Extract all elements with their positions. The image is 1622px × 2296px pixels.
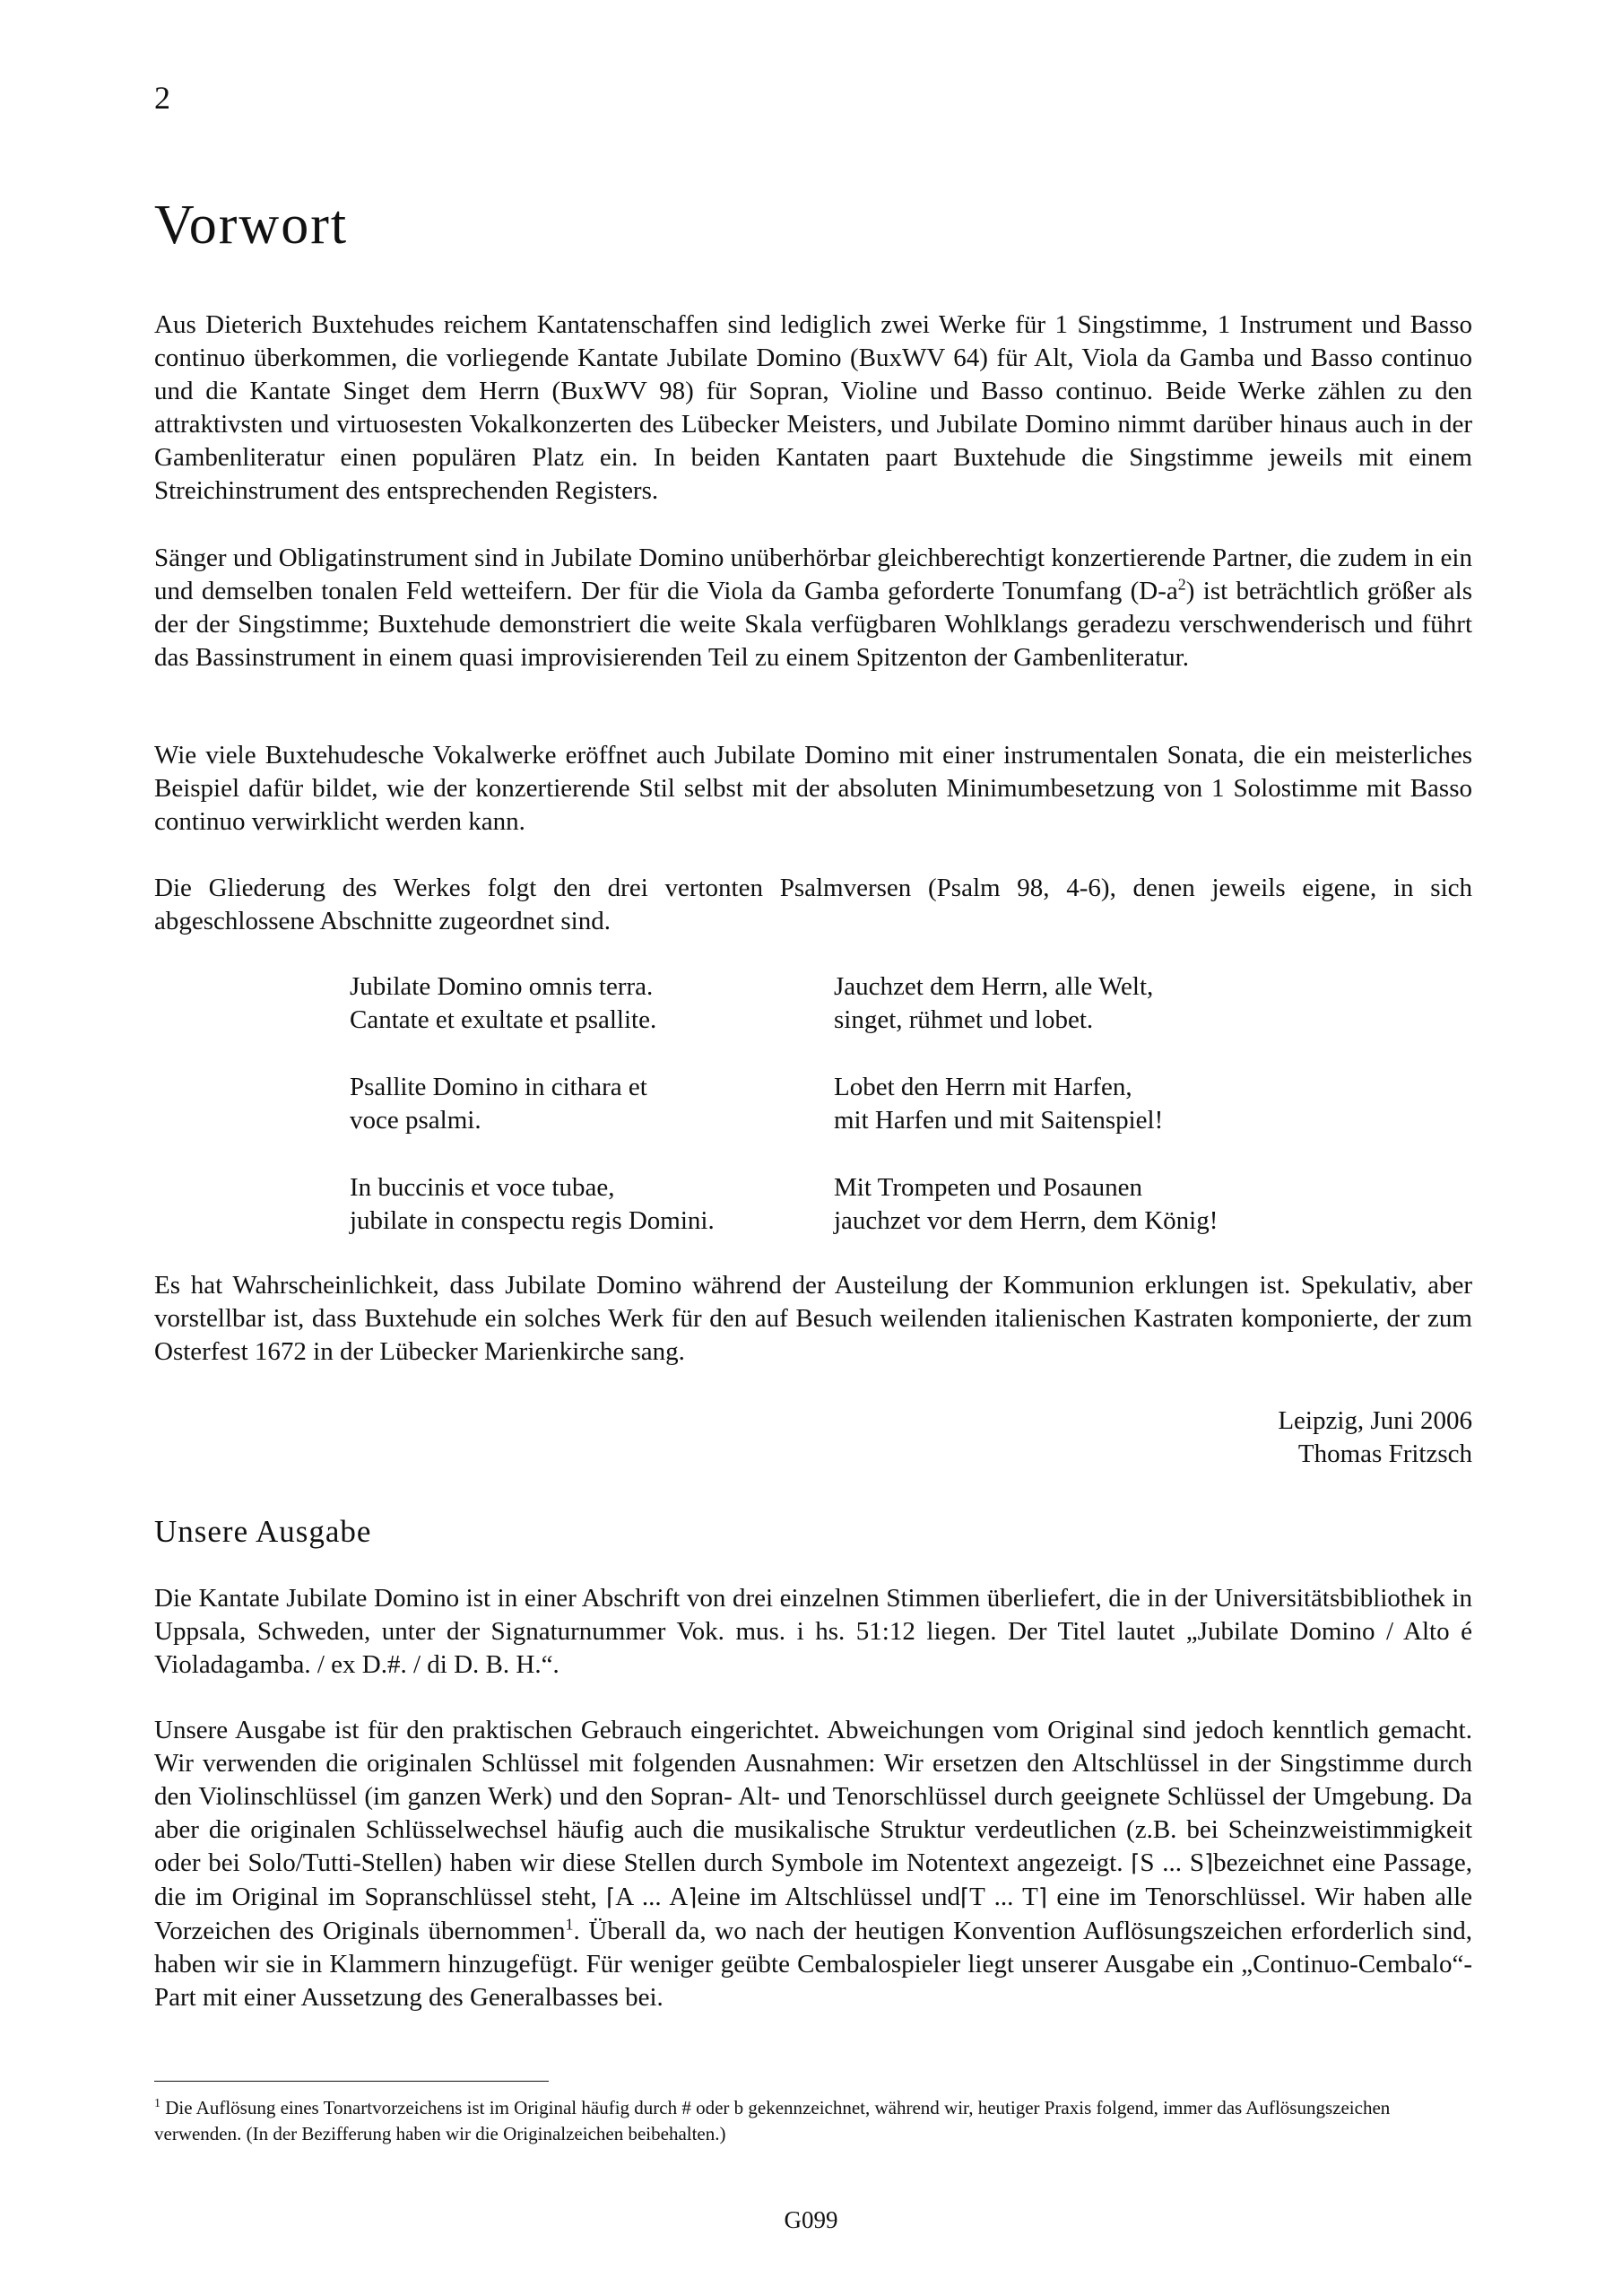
psalm-line: jubilate in conspectu regis Domini.	[350, 1206, 715, 1235]
psalm-line: Cantate et exultate et psallite.	[350, 1005, 657, 1034]
psalm-line: Mit Trompeten und Posaunen	[834, 1173, 1142, 1202]
psalm-german	[834, 1171, 1336, 1238]
paragraph-sonata: Wie viele Buxtehudesche Vokalwerke eröffnet auch Jubilate Domino mit einer instrumentalen Sonata, die ein meisterliches Beispiel dafür bildet, wie der konzertierende Stil selbst mit der absoluten Minimumbesetzung von 1 Solostimme mit Basso continuo verwirklicht werden kann.	[154, 741, 1472, 836]
signature-date: Leipzig, Juni 2006	[1278, 1406, 1472, 1435]
paragraph-edition-text-b: bezeichnet eine Passage, die im Original im Sopranschlüssel steht,	[154, 1848, 1472, 1911]
clef-bracket-close: ⌉	[1037, 1884, 1048, 1911]
paragraph-partners-text-a: Sänger und Obligatinstrument sind in Jubilate Domino unüberhörbar gleichberechtigt konzertierende Partner, die zudem in ein und demselben tonalen Feld wetteifern. Der für die Viola da Gamba geforderte Tonumfang (D-a	[154, 544, 1472, 605]
clef-bracket-open: ⌈	[606, 1884, 616, 1911]
footnote-marker: 1	[154, 2097, 160, 2110]
footnote-reference: 1	[565, 1915, 574, 1934]
psalm-german	[834, 970, 1336, 1037]
psalm-line: In buccinis et voce tubae,	[350, 1173, 615, 1202]
catalog-code: G099	[784, 2206, 838, 2233]
psalm-latin	[350, 1071, 834, 1137]
signature-author: Thomas Fritzsch	[1297, 1439, 1472, 1468]
psalm-line: mit Harfen und mit Saitenspiel!	[834, 1106, 1164, 1135]
clef-bracket-close: ⌉	[688, 1884, 698, 1911]
paragraph-partners-text-b: ) ist beträchtlich größer als der der Singstimme; Buxtehude demonstriert die weite Skala verfügbaren Wohlklangs geradezu verschwenderisch und führt das Bassinstrument in einem quasi improvisierenden Teil zu einem Spitzenton der Gambenliteratur.	[154, 577, 1472, 672]
footnote-divider	[154, 2081, 549, 2082]
psalm-line: Lobet den Herrn mit Harfen,	[834, 1073, 1132, 1101]
psalm-verses	[350, 970, 1336, 1272]
paragraph-intro: Aus Dieterich Buxtehudes reichem Kantatenschaffen sind lediglich zwei Werke für 1 Singstimme, 1 Instrument und Basso continuo überkommen, die vorliegende Kantate Jubilate Domino (BuxWV 64) für Alt, Viola da Gamba und Basso continuo und die Kantate Singet dem Herrn (BuxWV 98) für Sopran, Violine und Basso continuo. Beide Werke zählen zu den attraktivsten und virtuosesten Vokalkonzerten des Lübecker Meisters, und Jubilate Domino nimmt darüber hinaus auch in der Gambenliteratur einen populären Platz ein. In beiden Kantaten paart Buxtehude die Singstimme jeweils mit einem Streichinstrument des entsprechenden Registers.	[154, 310, 1472, 505]
paragraph-edition-text-c: eine im Altschlüssel und	[697, 1883, 960, 1911]
psalm-line: Psallite Domino in cithara et	[350, 1073, 647, 1101]
paragraph-source: Die Kantate Jubilate Domino ist in einer Abschrift von drei einzelnen Stimmen überliefert, die in der Universitätsbibliothek in Uppsala, Schweden, unter der Signaturnummer Vok. mus. i hs. 51:12 liegen. Der Titel lautet „Jubilate Domino / Alto é Violadagamba. / ex D.#. / di D. B. H.“.	[154, 1584, 1472, 1679]
clef-bracket-open: ⌈	[1131, 1850, 1141, 1877]
superscript: 2	[1177, 575, 1186, 594]
paragraph-structure: Die Gliederung des Werkes folgt den drei vertonten Psalmversen (Psalm 98, 4-6), denen jeweils eigene, in sich abgeschlossene Abschnitte zugeordnet sind.	[154, 874, 1472, 935]
psalm-german	[834, 1071, 1336, 1137]
psalm-line: jauchzet vor dem Herrn, dem König!	[834, 1206, 1219, 1235]
paragraph-edition	[154, 1714, 1472, 2014]
section-heading: Unsere Ausgabe	[154, 1514, 372, 1549]
page-title: Vorwort	[154, 195, 349, 256]
psalm-line: Jauchzet dem Herrn, alle Welt,	[834, 972, 1154, 1001]
footnote-text: Die Auflösung eines Tonartvorzeichens ist im Original häufig durch # oder b gekennzeichnet, während wir, heutiger Praxis folgend, immer das Auflösungszeichen verwenden. (In der Bezifferung haben wir die Originalzeichen beibehalten.)	[154, 2097, 1391, 2144]
psalm-line: voce psalmi.	[350, 1106, 481, 1135]
psalm-line: singet, rühmet und lobet.	[834, 1005, 1094, 1034]
psalm-verse	[350, 1071, 1336, 1137]
paragraph-communion: Es hat Wahrscheinlichkeit, dass Jubilate Domino während der Austeilung der Kommunion erklungen ist. Spekulativ, aber vorstellbar ist, dass Buxtehude ein solches Werk für den auf Besuch weilenden italienischen Kastraten komponierte, der zum Osterfest 1672 in der Lübecker Marienkirche sang.	[154, 1271, 1472, 1366]
psalm-line: Jubilate Domino omnis terra.	[350, 972, 654, 1001]
clef-bracket-open: ⌈	[959, 1884, 970, 1911]
alto-clef-marker: A ... A	[615, 1883, 689, 1911]
tenor-clef-marker: T ... T	[969, 1883, 1038, 1911]
footnote	[154, 2095, 1481, 2147]
psalm-verse	[350, 970, 1336, 1037]
soprano-clef-marker: S ... S	[1140, 1848, 1204, 1877]
paragraph-edition-text-e: . Überall da, wo nach der heutigen Konvention Auflösungszeichen erforderlich sind, haben wir sie in Klammern hinzugefügt. Für weniger geübte Cembalospieler liegt unserer Ausgabe ein „Continuo-Cembalo“-Part mit einer Aussetzung des Generalbasses bei.	[154, 1917, 1472, 2012]
paragraph-edition-text-d: eine im Tenorschlüssel. Wir haben alle Vorzeichen des Originals übernommen	[154, 1883, 1473, 1945]
paragraph-partners	[154, 542, 1472, 674]
psalm-latin	[350, 1171, 834, 1238]
psalm-latin	[350, 970, 834, 1037]
signature-block	[1278, 1405, 1472, 1471]
psalm-verse	[350, 1171, 1336, 1238]
page-number: 2	[154, 80, 170, 116]
paragraph-edition-text-a: Unsere Ausgabe ist für den praktischen Gebrauch eingerichtet. Abweichungen vom Original sind jedoch kenntlich gemacht. Wir verwenden die originalen Schlüssel mit folgenden Ausnahmen: Wir ersetzen den Altschlüssel in der Singstimme durch den Violinschlüssel (im ganzen Werk) und den Sopran- Alt- und Tenorschlüssel durch geeignete Schlüssel der Umgebung. Da aber die originalen Schlüsselwechsel häufig auch die musikalische Struktur verdeutlichen (z.B. bei Scheinzweistimmigkeit oder bei Solo/Tutti-Stellen) haben wir diese Stellen durch Symbole im Notentext angezeigt.	[154, 1716, 1472, 1877]
clef-bracket-close: ⌉	[1203, 1850, 1214, 1877]
